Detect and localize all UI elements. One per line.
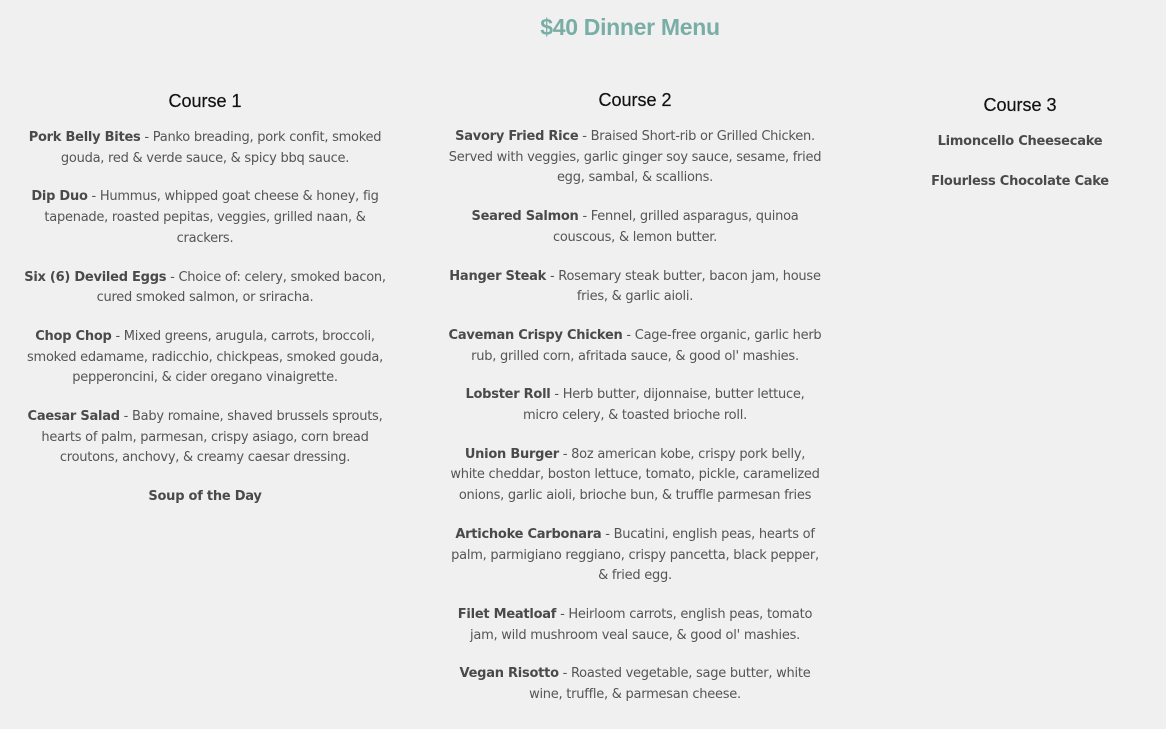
menu-item xyxy=(448,127,822,189)
item-description: - Heirloom carrots, english peas, tomato jam, wild mushroom veal sauce, & good ol' mashies. xyxy=(470,606,813,643)
item-name: Hanger Steak xyxy=(449,268,547,284)
course-2-column xyxy=(448,89,822,724)
item-name: Caveman Crispy Chicken xyxy=(448,327,623,343)
menu-item xyxy=(920,132,1120,153)
item-description: - Choice of: celery, smoked bacon, cured smoked salmon, or sriracha. xyxy=(96,269,386,306)
item-description: - Fennel, grilled asparagus, quinoa couscous, & lemon butter. xyxy=(552,209,799,245)
course-heading: Course 1 xyxy=(168,91,242,111)
menu-item xyxy=(18,128,392,169)
menu-item xyxy=(448,267,822,308)
item-name: Vegan Risotto xyxy=(459,666,559,682)
item-name: Six (6) Deviled Eggs xyxy=(24,269,167,285)
item-name: Soup of the Day xyxy=(148,489,262,505)
item-description: - Roasted vegetable, sage butter, white wine, truffle, & parmesan cheese. xyxy=(529,666,811,703)
menu-item xyxy=(448,664,822,705)
item-description: - Mixed greens, arugula, carrots, broccoli, smoked edamame, radicchio, chickpeas, smoked gouda, pepperoncini, & cider oregano vinaigrette. xyxy=(27,328,383,386)
item-description: - Braised Short-rib or Grilled Chicken. Served with veggies, garlic ginger soy sauce, sesame, fried egg, sambal, & scallions. xyxy=(448,129,822,186)
menu-item xyxy=(18,407,392,469)
menu-item xyxy=(18,487,392,508)
menu-item xyxy=(448,605,822,646)
course-1-column xyxy=(18,90,392,526)
menu-item xyxy=(448,326,822,367)
item-description: - Herb butter, dijonnaise, butter lettuce, micro celery, & toasted brioche roll. xyxy=(523,387,805,424)
course-heading: Course 2 xyxy=(598,90,672,110)
item-name: Seared Salmon xyxy=(471,209,579,225)
menu-item xyxy=(448,385,822,426)
menu-item xyxy=(448,525,822,587)
menu-item xyxy=(18,327,392,389)
item-description: - 8oz american kobe, crispy pork belly, white cheddar, boston lettuce, tomato, pickle, caramelized onions, garlic aioli, brioche bun, & truffle parmesan fries xyxy=(450,446,820,504)
item-description: - Baby romaine, shaved brussels sprouts, hearts of palm, parmesan, crispy asiago, corn bread croutons, anchovy, & creamy caesar dressing. xyxy=(41,409,383,466)
item-description: - Cage-free organic, garlic herb rub, grilled corn, afritada sauce, & good ol' mashies. xyxy=(471,327,822,364)
menu-item xyxy=(18,187,392,249)
item-name: Pork Belly Bites xyxy=(28,130,141,145)
menu-item xyxy=(448,445,822,507)
item-description: - Rosemary steak butter, bacon jam, house fries, & garlic aioli. xyxy=(546,268,821,305)
item-name: Filet Meatloaf xyxy=(457,606,557,622)
menu-item xyxy=(448,207,822,248)
item-name: Artichoke Carbonara xyxy=(455,526,602,542)
menu-item xyxy=(18,268,392,309)
item-name: Chop Chop xyxy=(35,328,112,344)
course-3-column xyxy=(920,94,1120,211)
item-name: Limoncello Cheesecake xyxy=(937,134,1103,149)
item-description: - Hummus, whipped goat cheese & honey, fig tapenade, roasted pepitas, veggies, grilled naan, & crackers. xyxy=(44,189,379,246)
item-description: - Panko breading, pork confit, smoked gouda, red & verde sauce, & spicy bbq sauce. xyxy=(60,130,382,166)
item-name: Lobster Roll xyxy=(465,387,551,403)
menu-title: $40 Dinner Menu xyxy=(540,14,720,40)
item-name: Dip Duo xyxy=(31,189,88,205)
menu-item xyxy=(920,172,1120,193)
item-name: Union Burger xyxy=(464,446,559,462)
item-name: Savory Fried Rice xyxy=(455,129,579,144)
item-name: Flourless Chocolate Cake xyxy=(931,173,1109,189)
item-description: - Bucatini, english peas, hearts of palm, parmigiano reggiano, crispy pancetta, black pepper, & fried egg. xyxy=(451,526,819,584)
item-name: Caesar Salad xyxy=(27,409,120,425)
course-heading: Course 3 xyxy=(983,95,1057,115)
